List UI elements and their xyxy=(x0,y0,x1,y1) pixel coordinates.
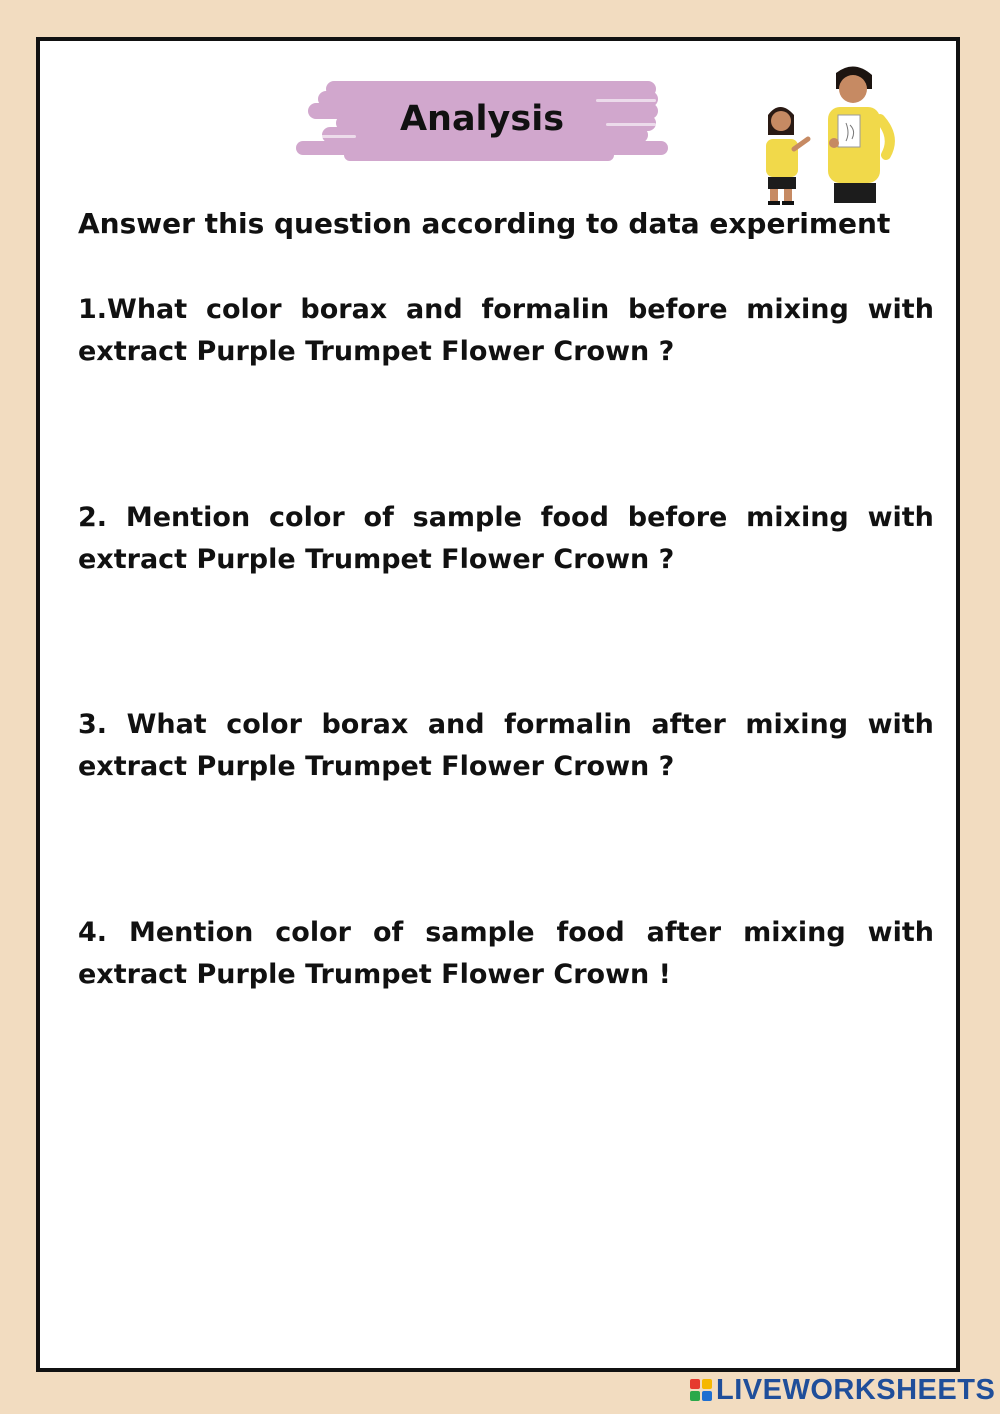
question-word: color xyxy=(269,502,345,533)
question-word: with xyxy=(867,917,934,948)
question-word: 3. xyxy=(78,709,108,740)
question-line-1 xyxy=(78,704,934,746)
logo-block-blue xyxy=(702,1391,712,1401)
question-word: borax xyxy=(321,709,409,740)
question-word: after xyxy=(651,709,726,740)
question-word: mixing xyxy=(746,502,849,533)
question-word: borax xyxy=(300,294,388,325)
question-word: color xyxy=(226,709,302,740)
question-line-1 xyxy=(78,289,934,331)
question-word: sample xyxy=(412,502,522,533)
student-figure-icon xyxy=(766,107,808,205)
logo-blocks xyxy=(690,1379,712,1401)
question-word: 1.What xyxy=(78,294,188,325)
question-word: formalin xyxy=(504,709,632,740)
teacher-figure-icon xyxy=(828,66,890,203)
worksheet-page xyxy=(36,37,960,1372)
instruction-text: Answer this question according to data experiment xyxy=(78,207,891,240)
question-word: color xyxy=(205,294,282,325)
question-word: after xyxy=(646,917,722,948)
question-word: Mention xyxy=(129,917,254,948)
question-3 xyxy=(78,704,934,788)
question-word: with xyxy=(867,502,934,533)
question-word: Mention xyxy=(125,502,251,533)
question-1 xyxy=(78,289,934,373)
question-line-2: extract Purple Trumpet Flower Crown ? xyxy=(78,544,675,575)
question-word: mixing xyxy=(745,709,849,740)
question-word: and xyxy=(427,709,485,740)
question-word: of xyxy=(363,502,394,533)
liveworksheets-logo-icon xyxy=(690,1374,995,1406)
logo-text: LIVEWORKSHEETS xyxy=(716,1373,996,1406)
question-word: with xyxy=(867,294,934,325)
question-word: mixing xyxy=(746,294,849,325)
question-line-1 xyxy=(78,497,934,539)
logo-block-green xyxy=(690,1391,700,1401)
question-line-1 xyxy=(78,912,934,954)
question-word: color xyxy=(275,917,351,948)
question-word: before xyxy=(627,502,728,533)
question-line-2: extract Purple Trumpet Flower Crown ! xyxy=(78,959,671,990)
question-word: 2. xyxy=(78,502,108,533)
question-word: and xyxy=(405,294,463,325)
question-word: sample xyxy=(425,917,535,948)
question-word: food xyxy=(540,502,609,533)
question-word: with xyxy=(867,709,934,740)
question-word: mixing xyxy=(743,917,846,948)
page-title: Analysis xyxy=(399,99,565,139)
question-line-2: extract Purple Trumpet Flower Crown ? xyxy=(78,751,675,782)
logo-block-yellow xyxy=(702,1379,712,1389)
teacher-and-student-illustration-icon xyxy=(754,59,906,211)
question-word: What xyxy=(126,709,207,740)
question-word: before xyxy=(627,294,728,325)
question-word: of xyxy=(372,917,404,948)
question-2 xyxy=(78,497,934,581)
question-word: 4. xyxy=(78,917,108,948)
question-line-2: extract Purple Trumpet Flower Crown ? xyxy=(78,336,675,367)
logo-block-red xyxy=(690,1379,700,1389)
question-4 xyxy=(78,912,934,996)
question-word: food xyxy=(556,917,625,948)
question-word: formalin xyxy=(481,294,610,325)
